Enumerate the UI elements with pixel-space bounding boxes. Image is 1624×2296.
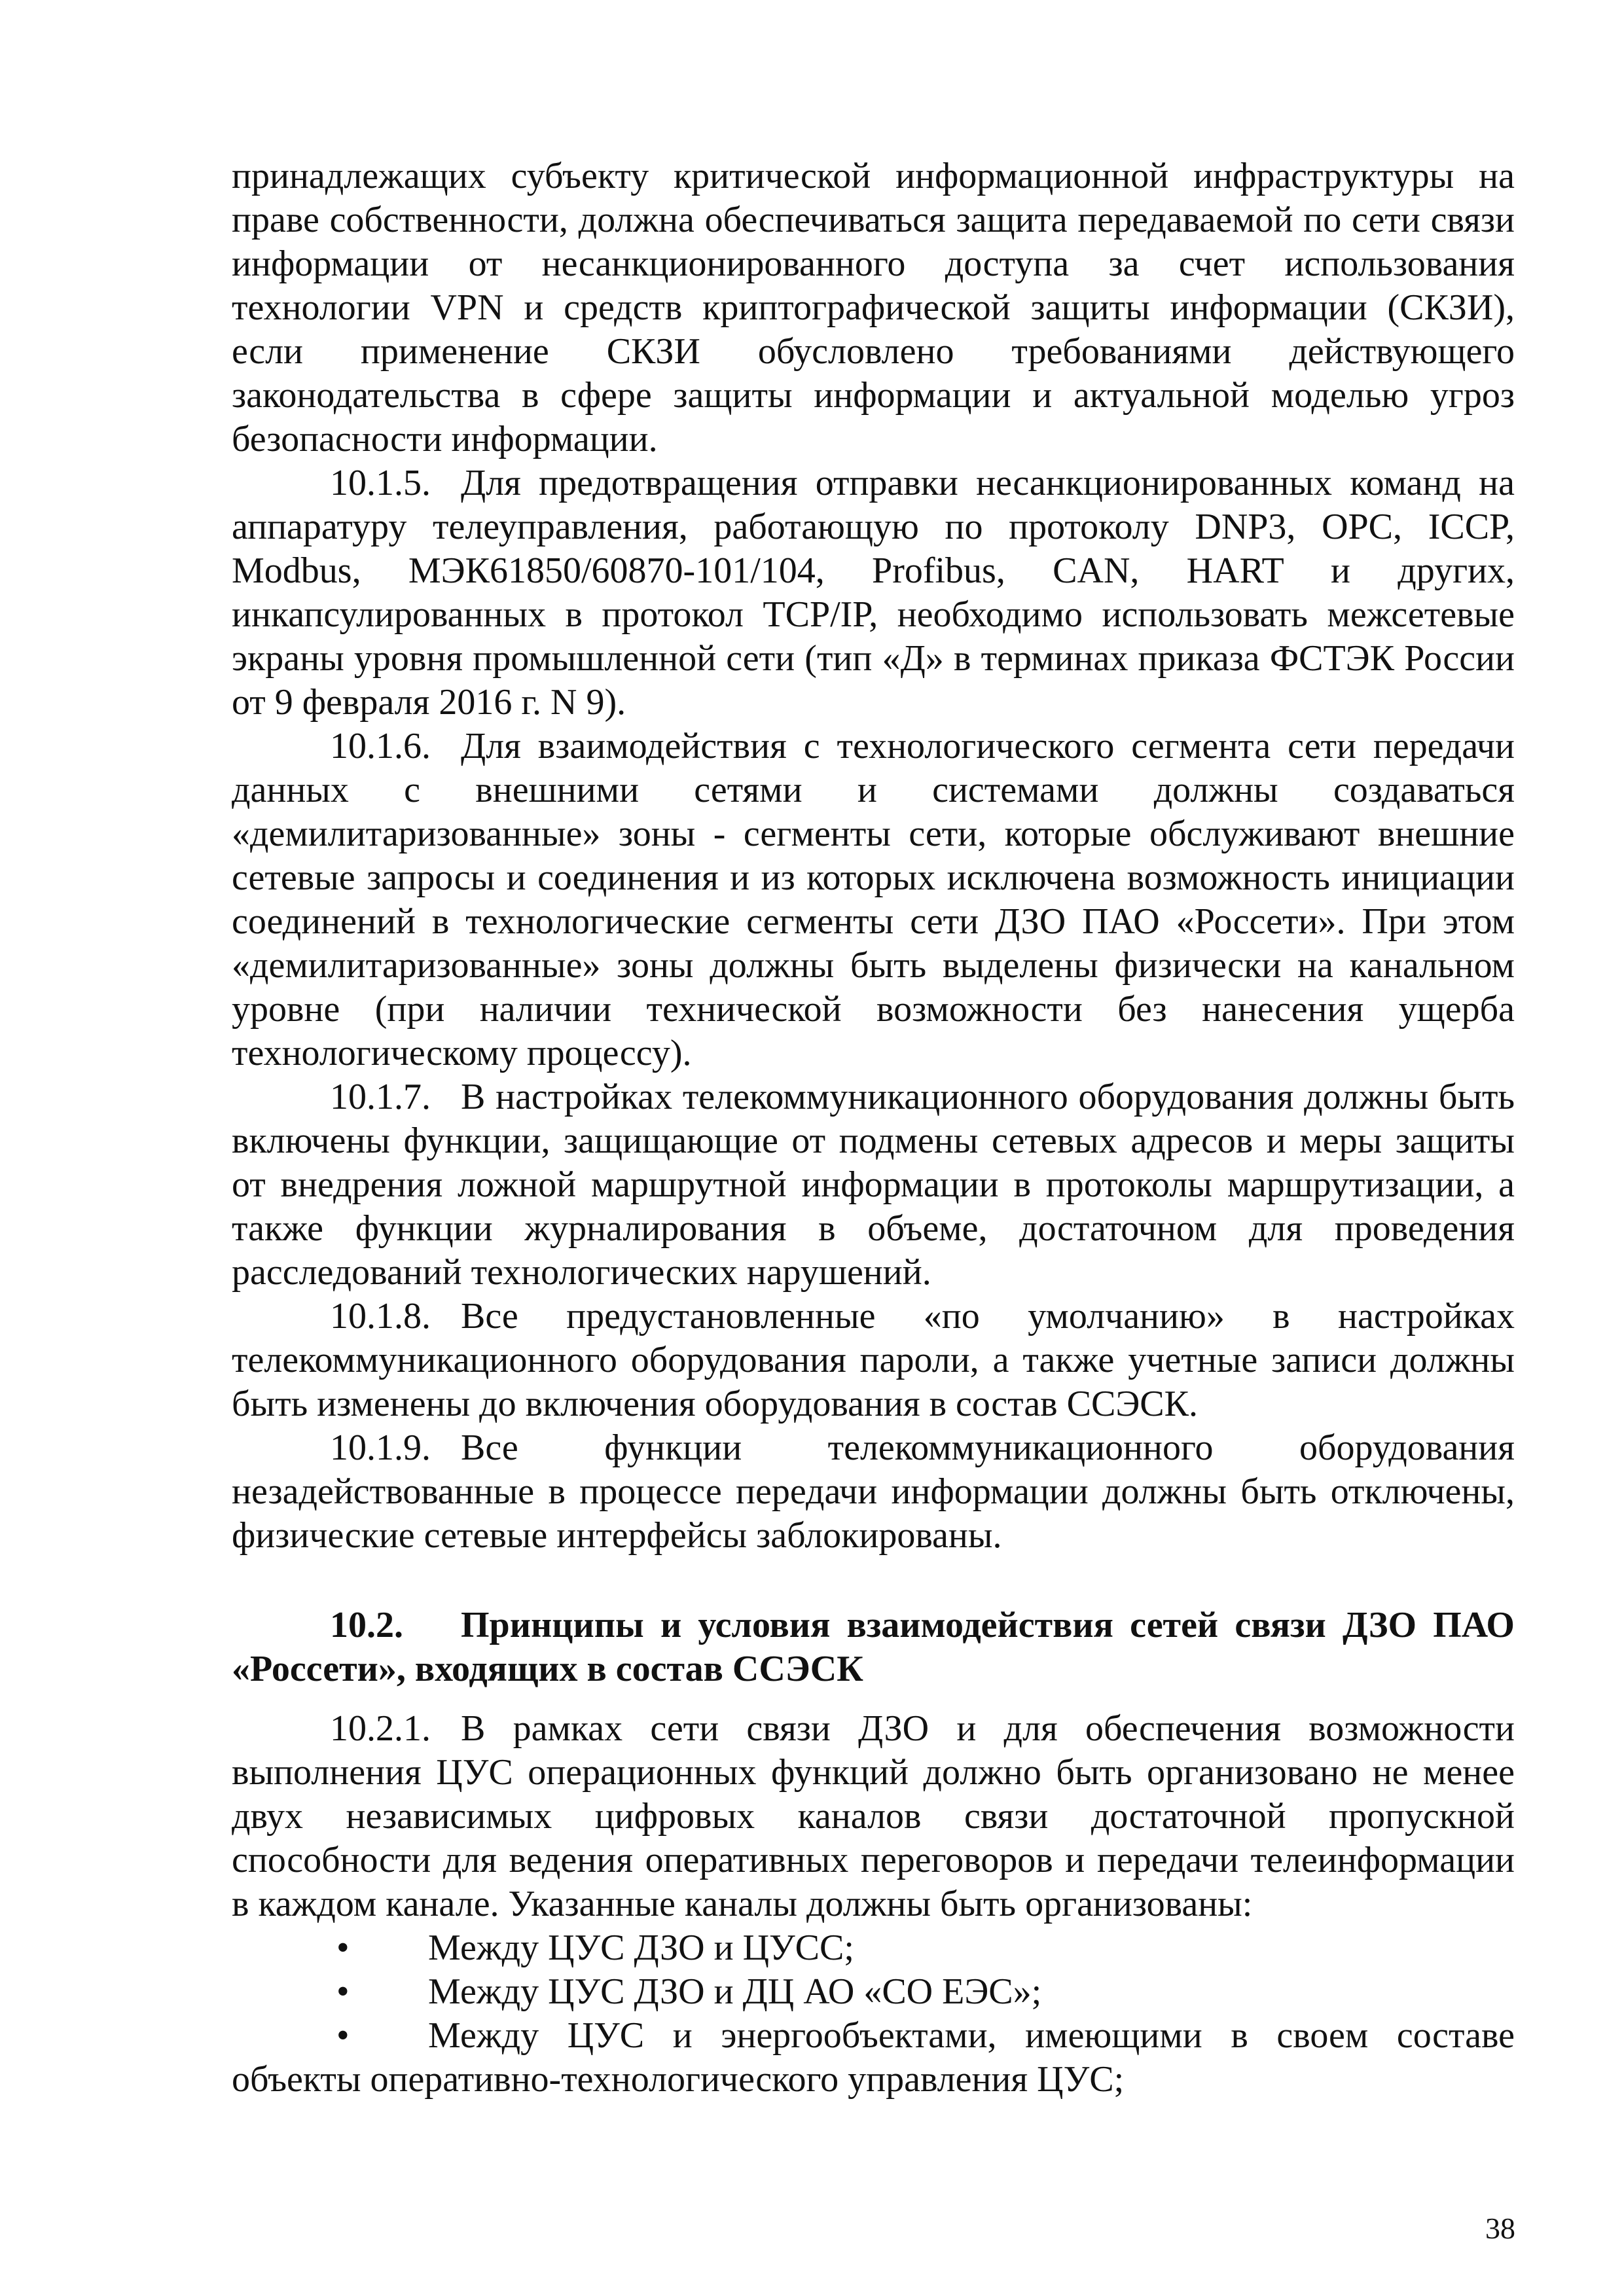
bullet-icon: • bbox=[336, 1928, 350, 1968]
clause-number: 10.1.8. bbox=[330, 1296, 431, 1336]
clause-number: 10.1.6. bbox=[330, 726, 431, 766]
paragraph-continuation: принадлежащих субъекту критической информационной инфраструктуры на праве собственности, должна обеспечиваться защита передаваемой по сети связи информации от несанкционированного доступа за счет использования технологии VPN и средств криптографической защиты информации (СКЗИ), если применение СКЗИ обусловлено требованиями действующего законодательства в сфере защиты информации и актуальной моделью угроз безопасности информации. bbox=[232, 156, 1515, 459]
section-heading bbox=[232, 1604, 1515, 1691]
clause-number: 10.1.5. bbox=[330, 463, 431, 503]
list-item-text: Между ЦУС ДЗО и ЦУСС; bbox=[428, 1928, 854, 1968]
clause-text: В настройках телекоммуникационного оборудования должны быть включены функции, защищающие от подмены сетевых адресов и меры защиты от внедрения ложной маршрутной информации в протоколы маршрутизации, а также функции журналирования в объеме, достаточном для проведения расследований технологических нарушений. bbox=[232, 1077, 1515, 1293]
clause-text: Все предустановленные «по умолчанию» в настройках телекоммуникационного оборудования пароли, а также учетные записи должны быть изменены до включения оборудования в состав ССЭСК. bbox=[232, 1296, 1515, 1424]
section-number: 10.2. bbox=[330, 1605, 403, 1645]
list-item bbox=[232, 1970, 1515, 2014]
list-item-text: Между ЦУС и энергообъектами, имеющими в своем составе объекты оперативно-технологического управления ЦУС; bbox=[232, 2015, 1515, 2100]
clause-10-1-8 bbox=[232, 1295, 1515, 1426]
clause-number: 10.1.9. bbox=[330, 1427, 431, 1468]
clause-text: Для предотвращения отправки несанкционированных команд на аппаратуру телеуправления, работающую по протоколу DNP3, OPC, ICCP, Modbus, МЭК61850/60870-101/104, Profibus, CAN, HART и других, инкапсулированных в протокол TCP/IP, необходимо использовать межсетевые экраны уровня промышленной сети (тип «Д» в терминах приказа ФСТЭК России от 9 февраля 2016 г. N 9). bbox=[232, 463, 1515, 723]
page-number: 38 bbox=[1485, 2212, 1515, 2245]
list-item bbox=[232, 2014, 1515, 2102]
clause-10-1-6 bbox=[232, 725, 1515, 1075]
document-body bbox=[232, 154, 1515, 2102]
section-title: Принципы и условия взаимодействия сетей связи ДЗО ПАО «Россети», входящих в состав ССЭСК bbox=[232, 1605, 1515, 1689]
list-item-text: Между ЦУС ДЗО и ДЦ АО «СО ЕЭС»; bbox=[428, 1971, 1042, 2012]
list-item bbox=[232, 1926, 1515, 1970]
clause-number: 10.2.1. bbox=[330, 1708, 431, 1749]
bullet-icon: • bbox=[336, 2015, 350, 2056]
bullet-icon: • bbox=[336, 1971, 350, 2012]
clause-10-1-9 bbox=[232, 1426, 1515, 1558]
clause-text: Для взаимодействия с технологического сегмента сети передачи данных с внешними сетями и системами должны создаваться «демилитаризованные» зоны - сегменты сети, которые обслуживают внешние сетевые запросы и соединения и из которых исключена возможность инициации соединений в технологические сегменты сети ДЗО ПАО «Россети». При этом «демилитаризованные» зоны должны быть выделены физически на канальном уровне (при наличии технической возможности без нанесения ущерба технологическому процессу). bbox=[232, 726, 1515, 1073]
clause-10-1-5 bbox=[232, 461, 1515, 725]
clause-number: 10.1.7. bbox=[330, 1077, 431, 1117]
clause-text: В рамках сети связи ДЗО и для обеспечения возможности выполнения ЦУС операционных функций должно быть организовано не менее двух независимых цифровых каналов связи достаточной пропускной способности для ведения оперативных переговоров и передачи телеинформации в каждом канале. Указанные каналы должны быть организованы: bbox=[232, 1708, 1515, 1924]
clause-text: Все функции телекоммуникационного оборудования незадействованные в процессе передачи информации должны быть отключены, физические сетевые интерфейсы заблокированы. bbox=[232, 1427, 1515, 1556]
clause-10-2-1 bbox=[232, 1707, 1515, 1926]
clause-10-1-7 bbox=[232, 1075, 1515, 1295]
